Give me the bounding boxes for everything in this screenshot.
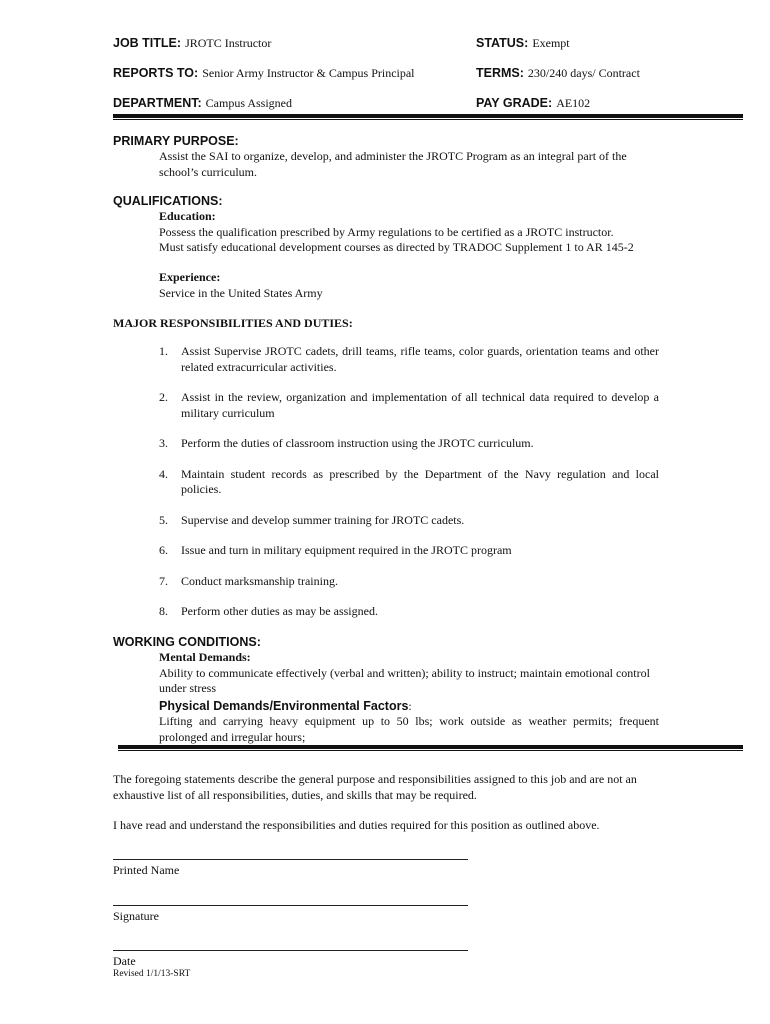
header-row-2 (113, 66, 673, 84)
printed-name-label: Printed Name (113, 863, 180, 877)
duty-item (159, 513, 659, 529)
acknowledgement-text: I have read and understand the responsibilities and duties required for this position as outlined above. (113, 818, 600, 832)
department-value: Campus Assigned (205, 96, 292, 110)
primary-purpose-title: PRIMARY PURPOSE: (113, 134, 239, 148)
duty-number: 4. (159, 466, 168, 481)
terms-field (476, 66, 640, 81)
duty-text: Supervise and develop summer training for JROTC cadets. (181, 512, 465, 527)
physical-demands-text: Lifting and carrying heavy equipment up to 50 lbs; work outside as weather permits; frequent prolonged and irregular hours; (159, 714, 659, 744)
responsibilities-title: MAJOR RESPONSIBILITIES AND DUTIES: (113, 316, 353, 330)
mental-demands-label: Mental Demands: (159, 650, 251, 664)
signature-line[interactable] (113, 905, 468, 906)
pay-grade-value: AE102 (556, 96, 591, 110)
duty-text: Maintain student records as prescribed by the Department of the Navy regulation and local policies. (181, 466, 659, 496)
department-field (113, 96, 292, 111)
job-title-field (113, 36, 271, 51)
duty-number: 1. (159, 344, 168, 358)
date-line[interactable] (113, 950, 468, 951)
duties-list (159, 344, 659, 620)
header-divider (113, 114, 743, 120)
header-row-1 (113, 36, 673, 54)
working-conditions-divider (118, 745, 743, 751)
department-label: DEPARTMENT: (113, 96, 202, 110)
duty-item (159, 604, 659, 620)
duty-text: Perform other duties as may be assigned. (181, 604, 378, 618)
qualifications-title: QUALIFICATIONS: (113, 194, 223, 208)
duty-number: 2. (159, 390, 168, 404)
experience-text: Service in the United States Army (159, 285, 323, 300)
experience-block (159, 270, 659, 301)
primary-purpose-text: Assist the SAI to organize, develop, and administer the JROTC Program as an integral part of the school’s curriculum. (159, 149, 627, 179)
reports-to-field (113, 66, 415, 81)
status-field (476, 36, 570, 51)
printed-name-line[interactable] (113, 859, 468, 860)
duty-text: Assist Supervise JROTC cadets, drill teams, rifle teams, color guards, orientation teams and other related extracurricular activities. (181, 344, 659, 374)
duty-text: Perform the duties of classroom instruction using the JROTC curriculum. (181, 436, 534, 450)
date-label: Date (113, 954, 136, 968)
header-row-3 (113, 96, 673, 114)
duty-item (159, 467, 659, 498)
duty-item (159, 543, 659, 559)
signature-label: Signature (113, 909, 159, 923)
pay-grade-label: PAY GRADE: (476, 96, 553, 110)
education-line-1: Possess the qualification prescribed by Army regulations to be certified as a JROTC instructor. (159, 224, 614, 239)
revision-note: Revised 1/1/13-SRT (113, 969, 191, 979)
terms-value: 230/240 days/ Contract (527, 66, 640, 80)
duty-number: 3. (159, 436, 168, 450)
physical-demands-label: Physical Demands/Environmental Factors (159, 698, 409, 713)
job-title-label: JOB TITLE: (113, 36, 182, 50)
duty-item (159, 390, 659, 421)
working-conditions-block (159, 650, 659, 745)
education-block (159, 209, 659, 256)
mental-demands-text: Ability to communicate effectively (verbal and written); ability to instruct; maintain emotional control under stress (159, 665, 650, 695)
duty-text: Assist in the review, organization and implementation of all technical data required to develop a military curriculum (181, 390, 659, 420)
duty-number: 7. (159, 573, 168, 588)
duty-number: 8. (159, 604, 168, 618)
duty-item (159, 344, 659, 375)
terms-label: TERMS: (476, 66, 524, 80)
status-label: STATUS: (476, 36, 529, 50)
statement-text: The foregoing statements describe the general purpose and responsibilities assigned to this job and are not an exhaustive list of all responsibilities, duties, and skills that may be required. (113, 772, 637, 802)
duty-text: Conduct marksmanship training. (181, 573, 338, 588)
reports-to-label: REPORTS TO: (113, 66, 199, 80)
duty-text: Issue and turn in military equipment required in the JROTC program (181, 543, 512, 557)
duty-number: 6. (159, 543, 168, 557)
experience-label: Experience: (159, 270, 221, 284)
education-line-2: Must satisfy educational development courses as directed by TRADOC Supplement 1 to AR 145-2 (159, 240, 634, 254)
pay-grade-field (476, 96, 590, 111)
status-value: Exempt (532, 36, 570, 50)
duty-item (159, 574, 659, 590)
working-conditions-title: WORKING CONDITIONS: (113, 635, 261, 649)
job-title-value: JROTC Instructor (185, 36, 272, 50)
reports-to-value: Senior Army Instructor & Campus Principal (202, 66, 415, 80)
physical-demands-colon: : (408, 698, 412, 713)
education-label: Education: (159, 209, 216, 223)
duty-number: 5. (159, 512, 168, 527)
duty-item (159, 436, 659, 452)
